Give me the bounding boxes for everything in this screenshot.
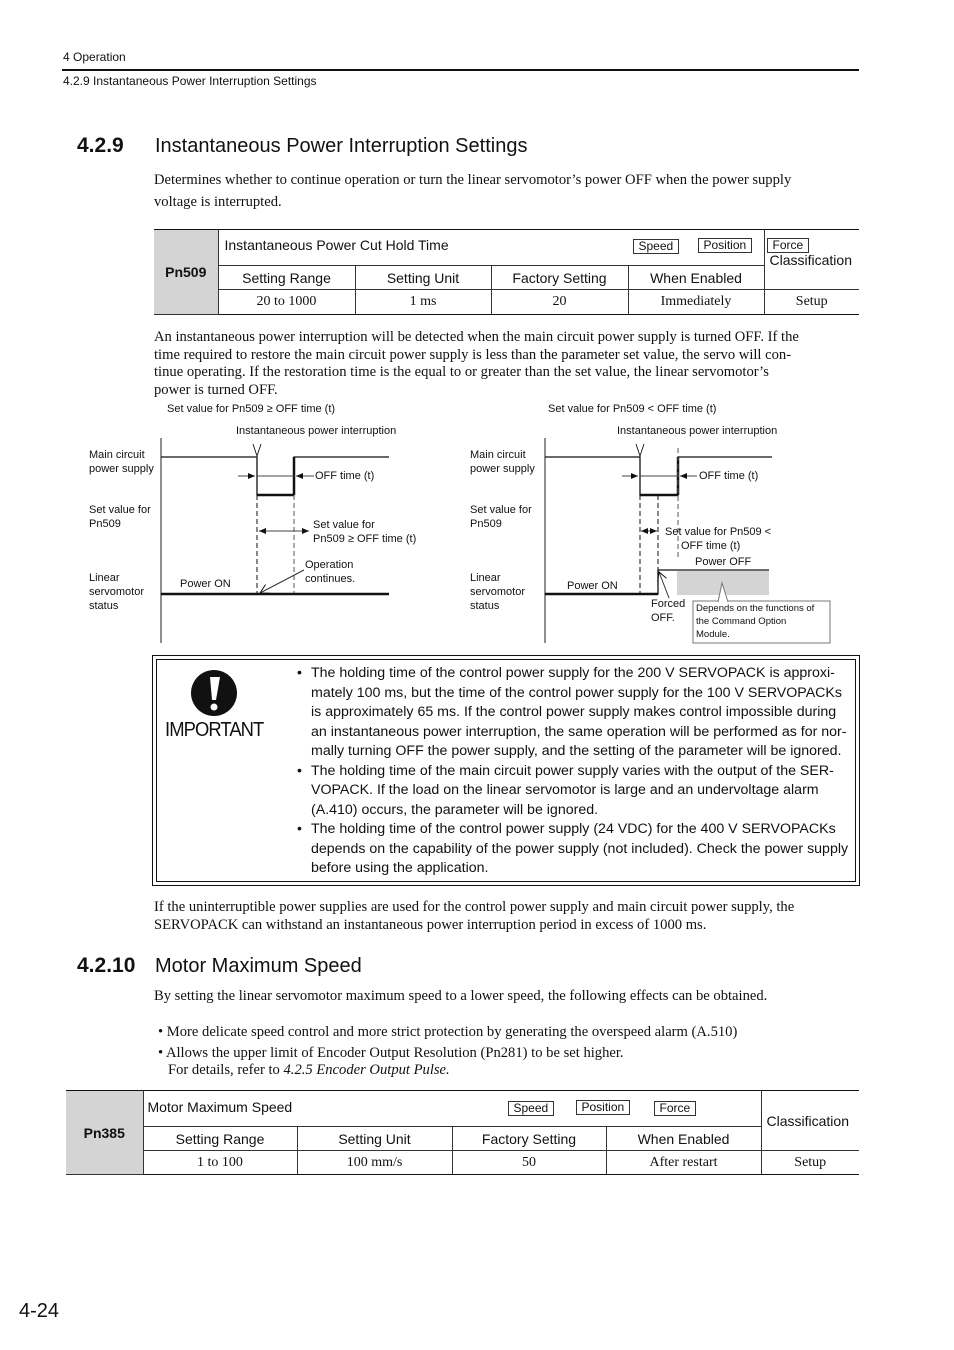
value-classification: Setup: [761, 1151, 859, 1175]
diagram-right-caption: Set value for Pn509 < OFF time (t): [548, 403, 717, 415]
diagram-left-set-value-label: [313, 518, 416, 546]
label-line: Main circuit: [470, 449, 526, 461]
label-line: Set value for Pn509 <: [665, 526, 772, 538]
parameter-name: Instantaneous Power Cut Hold Time: [224, 237, 449, 253]
header-when-enabled: When Enabled: [606, 1127, 761, 1151]
label-line: power supply: [470, 463, 535, 475]
important-inner-border: [156, 659, 856, 882]
paragraph-line: An instantaneous power interruption will be detected when the main circuit power supply is turned OFF. If the: [154, 329, 799, 345]
diagram-right-row-set-value: [470, 503, 532, 531]
label-line: the Command Option: [696, 615, 787, 627]
header-setting-unit: Setting Unit: [355, 266, 491, 290]
tag-position: Position: [576, 1100, 631, 1115]
value-setting-unit: 100 mm/s: [297, 1151, 452, 1175]
important-bullet: • The holding time of the control power supply (24 VDC) for the 400 V SERVOPACKs depends on the capability of the power supply (not included). Check the power supply before using the application.: [297, 821, 849, 876]
section-heading-4210: [77, 954, 362, 978]
parameter-table-pn385: [66, 1090, 859, 1175]
diagram-right-forced-off: [651, 597, 685, 625]
paragraph-line: If the uninterruptible power supplies are used for the control power supply and main circuit power supply, the: [154, 899, 795, 915]
reference-line: [168, 1061, 450, 1079]
value-setting-range: 1 to 100: [143, 1151, 297, 1175]
section-number: 4.2.10: [77, 954, 136, 977]
value-setting-unit: 1 ms: [355, 290, 491, 315]
diagram-left-caption: Set value for Pn509 ≥ OFF time (t): [167, 403, 336, 415]
page-number: 4-24: [19, 1300, 60, 1322]
paragraph-line: SERVOPACK can withstand an instantaneous power interruption period in excess of 1000 ms.: [154, 916, 707, 933]
running-header-chapter: 4 Operation: [63, 50, 126, 64]
value-classification: Setup: [764, 290, 859, 315]
running-header-section: 4.2.9 Instantaneous Power Interruption Settings: [63, 74, 317, 88]
tag-speed: Speed: [633, 239, 680, 254]
effect-bullet-1: • More delicate speed control and more strict protection by generating the overspeed alarm (A.510): [158, 1024, 738, 1040]
label-line: power supply: [89, 463, 154, 475]
parameter-name: Motor Maximum Speed: [147, 1099, 293, 1115]
effect-bullet-2: • Allows the upper limit of Encoder Output Resolution (Pn281) to be set higher.: [158, 1045, 624, 1061]
value-factory-setting: 50: [452, 1151, 606, 1175]
label-line: Forced: [651, 598, 686, 610]
label-line: Operation: [305, 559, 354, 571]
tag-position: Position: [698, 238, 753, 253]
diagram-right-row-status: [470, 571, 525, 613]
header-setting-range: Setting Range: [143, 1127, 297, 1151]
header-setting-unit: Setting Unit: [297, 1127, 452, 1151]
reference-link[interactable]: 4.2.5 Encoder Output Pulse.: [283, 1062, 450, 1078]
intro-line: voltage is interrupted.: [154, 194, 282, 210]
exclamation-icon: [190, 669, 238, 717]
label-line: OFF.: [651, 612, 675, 624]
value-when-enabled: Immediately: [628, 290, 764, 315]
diagram-left-off-time: OFF time (t): [315, 470, 375, 482]
parameter-number: Pn509: [154, 230, 218, 315]
diagram-left-row-main-circuit: [89, 448, 154, 476]
diagram-left-row-set-value: [89, 503, 151, 531]
label-line: continues.: [305, 573, 356, 585]
header-setting-range: Setting Range: [218, 266, 355, 290]
classification-header: Classification: [764, 230, 859, 290]
header-when-enabled: When Enabled: [628, 266, 764, 290]
label-line: Pn509: [89, 518, 121, 530]
paragraph-line: power is turned OFF.: [154, 382, 278, 399]
label-line: status: [89, 600, 119, 612]
label-line: servomotor: [89, 586, 145, 598]
label-line: status: [470, 600, 500, 612]
label-line: Pn509 ≥ OFF time (t): [313, 533, 417, 545]
label-line: OFF time (t): [681, 540, 741, 552]
label-line: Linear: [470, 572, 501, 584]
diagram-right-row-main-circuit: [470, 448, 535, 476]
value-factory-setting: 20: [491, 290, 628, 315]
parameter-number: Pn385: [66, 1091, 143, 1175]
section-number: 4.2.9: [77, 134, 124, 157]
diagram-right-callout-note: [696, 603, 814, 641]
diagram-left-operation-continues: [305, 558, 355, 586]
diagram-left-power-on: Power ON: [180, 578, 231, 590]
ups-paragraph: [154, 899, 864, 934]
header-factory-setting: Factory Setting: [452, 1127, 606, 1151]
label-line: Set value for: [89, 504, 151, 516]
label-line: servomotor: [470, 586, 526, 598]
diagram-left-row-status: [89, 571, 144, 613]
value-when-enabled: After restart: [606, 1151, 761, 1175]
value-setting-range: 20 to 1000: [218, 290, 355, 315]
reference-prefix: For details, refer to: [168, 1062, 284, 1078]
intro-line: Determines whether to continue operation or turn the linear servomotor’s power OFF when the power supply: [154, 172, 792, 188]
classification-header: Classification: [761, 1091, 859, 1151]
label-line: Set value for: [470, 504, 532, 516]
tag-force: Force: [767, 238, 810, 253]
section-4210-intro: By setting the linear servomotor maximum speed to a lower speed, the following effects can be obtained.: [154, 988, 768, 1004]
diagram-right-off-time: OFF time (t): [699, 470, 759, 482]
tag-force: Force: [654, 1101, 697, 1116]
diagram-right-power-off: Power OFF: [695, 556, 752, 568]
section-title: Instantaneous Power Interruption Settings: [155, 135, 528, 157]
header-factory-setting: Factory Setting: [491, 266, 628, 290]
label-line: Depends on the functions of: [696, 603, 815, 614]
label-line: Linear: [89, 572, 120, 584]
diagram-right-interruption-label: Instantaneous power interruption: [617, 425, 778, 437]
label-line: Set value for: [313, 519, 375, 531]
label-line: Pn509: [470, 518, 502, 530]
paragraph-line: tinue operating. If the restoration time is the equal to or greater than the set value, the linear servomotor’s: [154, 364, 769, 381]
important-label: IMPORTANT: [165, 719, 264, 741]
important-box: [152, 655, 860, 886]
diagram-left-interruption-label: Instantaneous power interruption: [236, 425, 397, 437]
label-line: Main circuit: [89, 449, 145, 461]
label-line: Module.: [696, 628, 730, 640]
important-bullet-list: [297, 664, 855, 879]
paragraph-line: time required to restore the main circuit power supply is less than the parameter set value, the servo will con-: [154, 346, 792, 363]
important-bullet: • The holding time of the main circuit power supply varies with the output of the SER- VOPACK. If the load on the linear servomotor is large and an undervoltage alarm (A.410) occurs, the parameter will be ignored.: [297, 762, 834, 818]
important-bullet: • The holding time of the control power supply for the 200 V SERVOPACK is approxi- mately 100 ms, but the time of the control power supply for the 100 V SERVOPACKs is approximately 65 ms. If the control power supply makes control impossible during an instantaneous power interruption, the same operation will be performed as for nor- mally turning OFF the power supply, and the setting of the parameter will be ignored.: [297, 665, 847, 759]
diagram-right-power-on: Power ON: [567, 580, 618, 592]
parameter-name-cell: [143, 1091, 761, 1127]
section-title: Motor Maximum Speed: [155, 955, 362, 977]
diagram-right-set-value-label: [665, 525, 771, 553]
tag-speed: Speed: [508, 1101, 555, 1116]
